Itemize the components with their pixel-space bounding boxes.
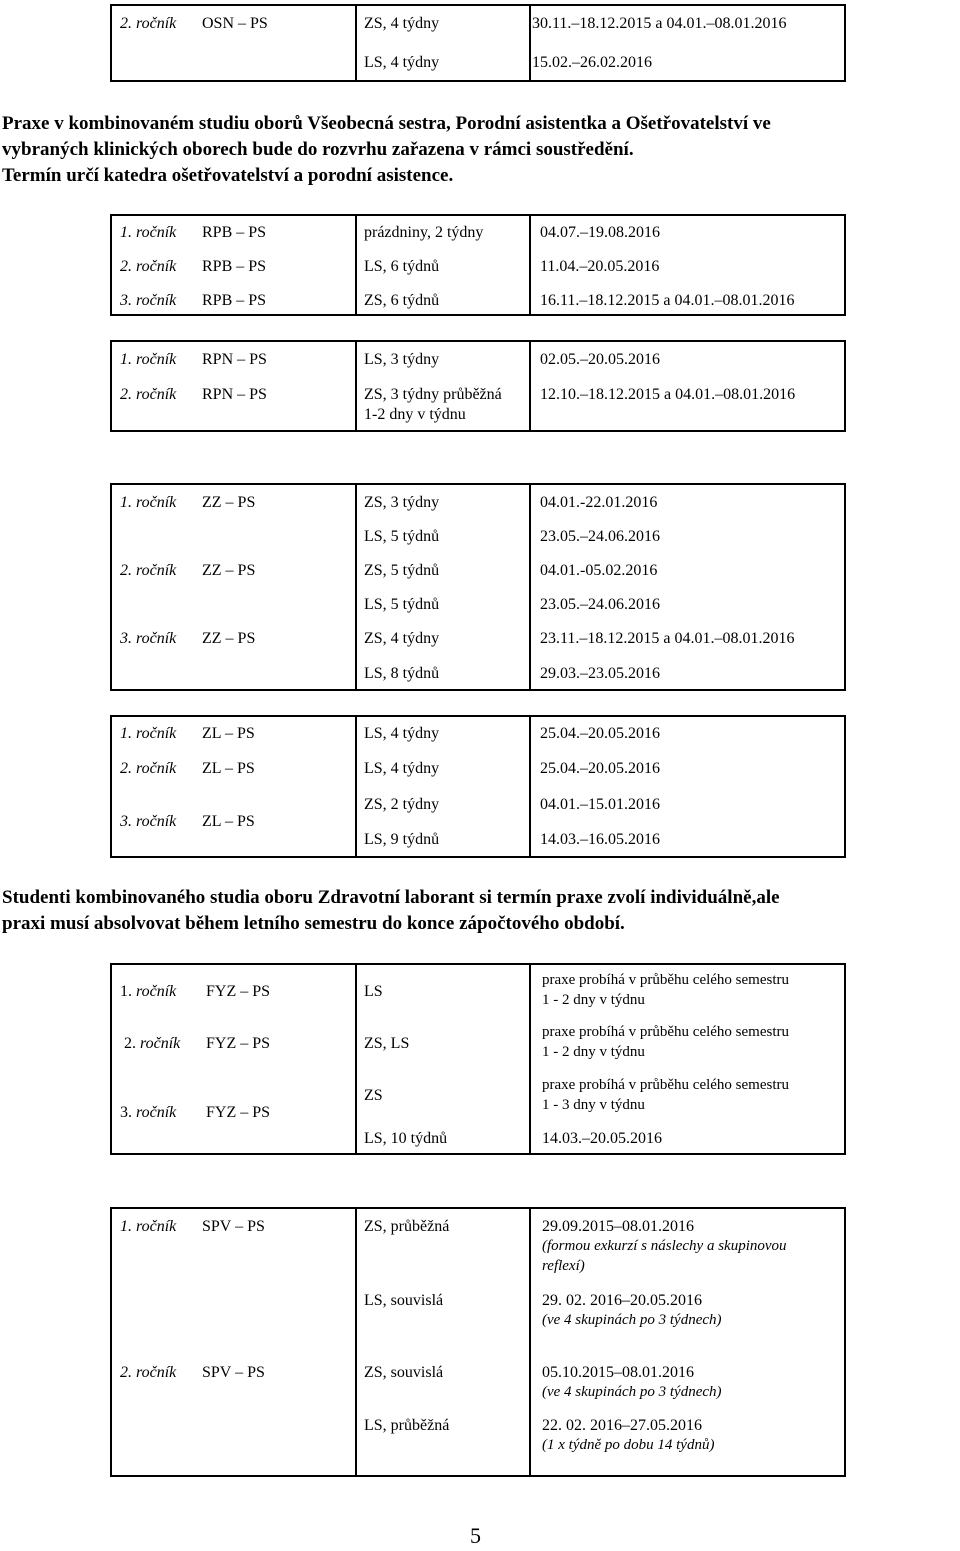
termin-cell: 14.03.–20.05.2016 [542,1130,662,1147]
obor-cell: RPB – PS [202,224,267,241]
rocnik-cell: 2. ročník [120,386,177,403]
semestr-cell: ZS, 4 týdny [364,630,440,647]
semestr-cell: ZS, LS [364,1035,410,1052]
obor-cell: RPN – PS [202,351,267,368]
obor-cell: FYZ – PS [206,1035,271,1052]
semestr-cell: ZS, 2 týdny [364,796,440,813]
paragraph-line: Praxe v kombinovaném studiu oborů Všeobecná sestra, Porodní asistentka a Ošetřovatelství ve [2,113,771,134]
semestr-cell: ZS, 3 týdny průběžná [364,386,502,403]
semestr-cell: ZS, průběžná [364,1218,450,1235]
rocnik-cell: 1. ročník [120,1218,177,1235]
table-rpn-divider [529,340,531,432]
semestr-cell: LS, 4 týdny [364,54,440,71]
semestr-cell: LS, průběžná [364,1417,450,1434]
rocnik-cell: 3. ročník [120,292,177,309]
semestr-cell: ZS, 6 týdnů [364,292,440,309]
termin-cell-note: reflexí) [542,1258,585,1274]
termin-cell-note: 1 - 3 dny v týdnu [542,1097,645,1113]
termin-cell: 29. 02. 2016–20.05.2016 [542,1292,702,1309]
rocnik-cell: 1. ročník [120,725,177,742]
obor-cell: RPB – PS [202,258,267,275]
semestr-cell: ZS, 4 týdny [364,15,440,32]
paragraph-line: Studenti kombinovaného studia oboru Zdravotní laborant si termín praxe zvolí individuálně,ale [2,887,780,908]
table-fyz-divider [529,963,531,1155]
obor-cell: SPV – PS [202,1218,265,1235]
termin-cell: 11.04.–20.05.2016 [540,258,660,275]
termin-cell-note: 1 - 2 dny v týdnu [542,992,645,1008]
obor-cell: FYZ – PS [206,1104,271,1121]
obor-cell: ZZ – PS [202,562,256,579]
termin-cell: 23.11.–18.12.2015 a 04.01.–08.01.2016 [540,630,795,647]
semestr-cell: LS, 3 týdny [364,351,440,368]
table-rpb-divider [529,214,531,316]
termin-cell: 30.11.–18.12.2015 a 04.01.–08.01.2016 [532,15,787,32]
rocnik-cell: 1. ročník [120,494,177,511]
termin-cell-note: (1 x týdně po dobu 14 týdnů) [542,1437,715,1453]
table-zz-divider [529,483,531,691]
obor-cell: FYZ – PS [206,983,271,1000]
semestr-cell: LS, 5 týdnů [364,596,440,613]
rocnik-cell: 1. ročník [120,351,177,368]
semestr-cell: LS, 10 týdnů [364,1130,448,1147]
semestr-cell-note: 1-2 dny v týdnu [364,406,466,423]
termin-cell-note: (ve 4 skupinách po 3 týdnech) [542,1384,722,1400]
table-osn-divider [529,4,531,82]
termin-cell: 14.03.–16.05.2016 [540,831,660,848]
obor-cell: ZZ – PS [202,630,256,647]
termin-cell: 04.01.-22.01.2016 [540,494,658,511]
semestr-cell: ZS, souvislá [364,1364,444,1381]
rocnik-cell: 2. ročník [120,562,177,579]
obor-cell: ZL – PS [202,813,255,830]
paragraph-line: Termín určí katedra ošetřovatelství a porodní asistence. [2,165,454,186]
obor-cell: OSN – PS [202,15,268,32]
table-osn-divider [355,4,357,82]
termin-cell: 12.10.–18.12.2015 a 04.01.–08.01.2016 [540,386,796,403]
table-spv-divider [355,1207,357,1477]
termin-cell-note: (formou exkurzí s náslechy a skupinovou [542,1238,787,1254]
rocnik-cell: 1. ročník [120,224,177,241]
termin-cell: praxe probíhá v průběhu celého semestru [542,1024,789,1040]
table-rpn-divider [355,340,357,432]
paragraph-line: praxi musí absolvovat během letního semestru do konce zápočtového období. [2,913,625,934]
obor-cell: SPV – PS [202,1364,265,1381]
rocnik-cell: 3. ročník [120,630,177,647]
termin-cell: praxe probíhá v průběhu celého semestru [542,972,789,988]
termin-cell: 02.05.–20.05.2016 [540,351,660,368]
semestr-cell: ZS [364,1087,383,1104]
termin-cell: 29.03.–23.05.2016 [540,665,660,682]
table-row: 2. ročník [120,15,177,32]
termin-cell: praxe probíhá v průběhu celého semestru [542,1077,789,1093]
page-number: 5 [470,1523,481,1548]
table-rpb-divider [355,214,357,316]
termin-cell: 23.05.–24.06.2016 [540,596,660,613]
semestr-cell: LS, 9 týdnů [364,831,440,848]
semestr-cell: ZS, 5 týdnů [364,562,440,579]
rocnik-cell: 3. ročník [120,813,177,830]
termin-cell: 29.09.2015–08.01.2016 [542,1218,694,1235]
table-spv-divider [529,1207,531,1477]
rocnik-cell: 3. ročník [120,1104,177,1121]
semestr-cell: LS, 4 týdny [364,760,440,777]
termin-cell: 22. 02. 2016–27.05.2016 [542,1417,702,1434]
table-fyz-divider [355,963,357,1155]
rocnik-cell: 2. ročník [120,1364,177,1381]
obor-cell: ZL – PS [202,760,255,777]
semestr-cell: LS, 6 týdnů [364,258,440,275]
semestr-cell: LS, souvislá [364,1292,444,1309]
table-zz [110,483,846,691]
termin-cell-note: 1 - 2 dny v týdnu [542,1044,645,1060]
termin-cell: 04.07.–19.08.2016 [540,224,660,241]
table-zz-divider [355,483,357,691]
rocnik-cell: 2. ročník [124,1035,181,1052]
termin-cell: 04.01.-05.02.2016 [540,562,658,579]
semestr-cell: LS, 4 týdny [364,725,440,742]
semestr-cell: LS, 8 týdnů [364,665,440,682]
semestr-cell: ZS, 3 týdny [364,494,440,511]
semestr-cell: LS, 5 týdnů [364,528,440,545]
obor-cell: ZL – PS [202,725,255,742]
termin-cell: 15.02.–26.02.2016 [532,54,652,71]
table-zl-divider [529,715,531,858]
rocnik-cell: 2. ročník [120,760,177,777]
rocnik-cell: 1. ročník [120,983,177,1000]
semestr-cell: prázdniny, 2 týdny [364,224,484,241]
termin-cell-note: (ve 4 skupinách po 3 týdnech) [542,1312,722,1328]
semestr-cell: LS [364,983,383,1000]
termin-cell: 05.10.2015–08.01.2016 [542,1364,694,1381]
termin-cell: 04.01.–15.01.2016 [540,796,660,813]
table-zl-divider [355,715,357,858]
rocnik-cell: 2. ročník [120,258,177,275]
obor-cell: RPB – PS [202,292,267,309]
paragraph-line: vybraných klinických oborech bude do rozvrhu zařazena v rámci soustředění. [2,139,634,160]
termin-cell: 23.05.–24.06.2016 [540,528,660,545]
termin-cell: 25.04.–20.05.2016 [540,760,660,777]
obor-cell: ZZ – PS [202,494,256,511]
termin-cell: 25.04.–20.05.2016 [540,725,660,742]
obor-cell: RPN – PS [202,386,267,403]
termin-cell: 16.11.–18.12.2015 a 04.01.–08.01.2016 [540,292,795,309]
